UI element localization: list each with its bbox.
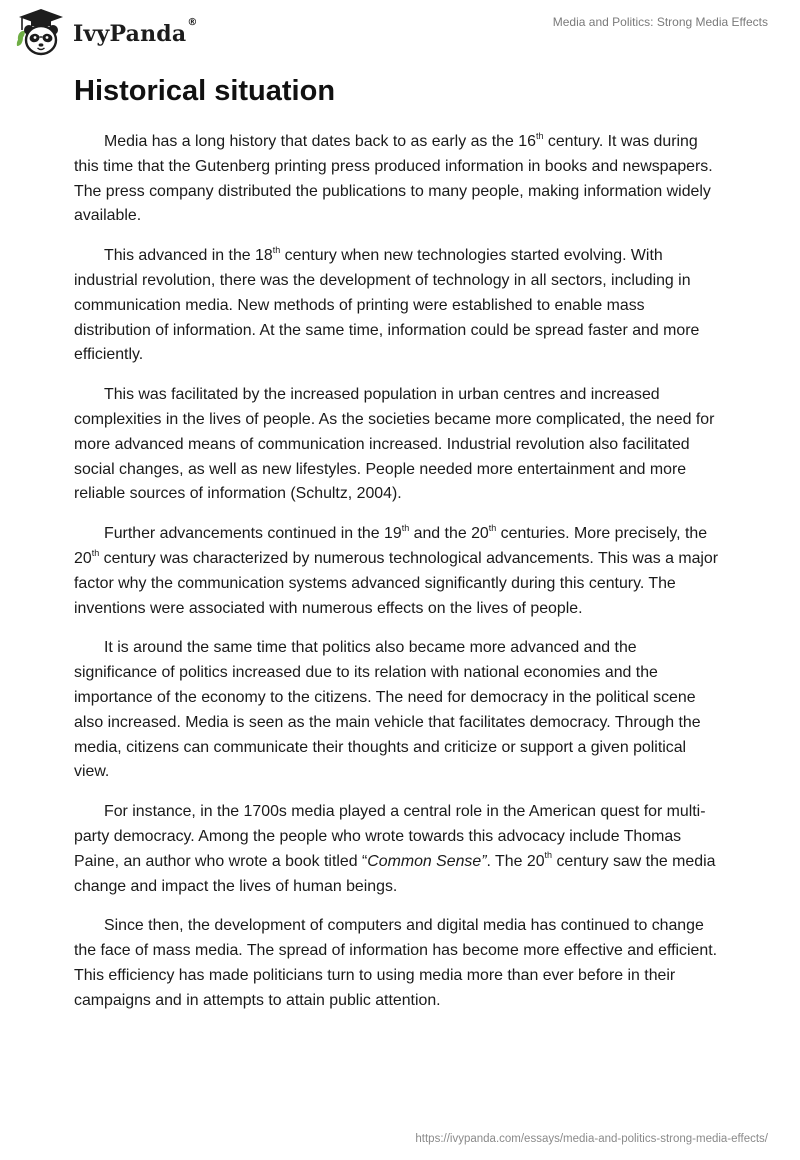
section-heading: Historical situation (74, 75, 336, 107)
book-title: Common Sense” (367, 852, 487, 870)
paragraph-5: It is around the same time that politics also became more advanced and the significance of politics increased due to its relation with national economies and the importance of the economy to the citizens. The need for democracy in the political scene also increased. Media is seen as the main vehicle that facilitates democracy. Through the media, citizens can communicate their thoughts and criticize or support a given political view. (74, 639, 701, 781)
ivypanda-logo[interactable] (14, 6, 198, 60)
registered-mark: ® (187, 17, 198, 28)
paragraph-4: Further advancements continued in the 19th and the 20th centuries. More precisely, the 20th century was characterized by numerous technological advancements. This was a major factor why the communication systems advanced significantly during this century. The inventions were associated with numerous effects on the lives of people. (74, 522, 719, 617)
panda-logo-icon (14, 6, 68, 60)
logo-wordmark: IvyPanda® (73, 17, 198, 47)
paragraph-2: This advanced in the 18th century when new technologies started evolving. With industrial revolution, there was the development of technology in all sectors, including in communication media. New methods of printing were established to enable mass distribution of information. At the same time, information could be spread faster and more efficiently. (74, 244, 700, 364)
source-url[interactable]: https://ivypanda.com/essays/media-and-politics-strong-media-effects/ (415, 1133, 768, 1145)
article-body (74, 72, 722, 1029)
paragraph-1: Media has a long history that dates back to as early as the 16th century. It was during this time that the Gutenberg printing press produced information in books and newspapers. The press company distributed the publications to many people, making information widely available. (74, 130, 713, 225)
paragraph-7: Since then, the development of computers and digital media has continued to change the face of mass media. The spread of information has become more effective and efficient. This efficiency has made politicians turn to using media more than ever before in their campaigns and in attempts to attain public attention. (74, 917, 718, 1009)
document-title: Media and Politics: Strong Media Effects (552, 15, 768, 29)
paragraph-3: This was facilitated by the increased population in urban centres and increased complexities in the lives of people. As the societies became more complicated, the need for more advanced means of communication increased. Industrial revolution also facilitated social changes, as well as new lifestyles. People needed more entertainment and more reliable sources of information (Schultz, 2004). (74, 386, 715, 503)
page-header (0, 0, 800, 70)
paragraph-6: For instance, in the 1700s media played a central role in the American quest for multi- party democracy. Among the people who wrote towards this advocacy include Thomas Paine, an author who wrote a book titled “Common Sense”. The 20th century saw the media change and impact the lives of human beings. (74, 803, 716, 895)
